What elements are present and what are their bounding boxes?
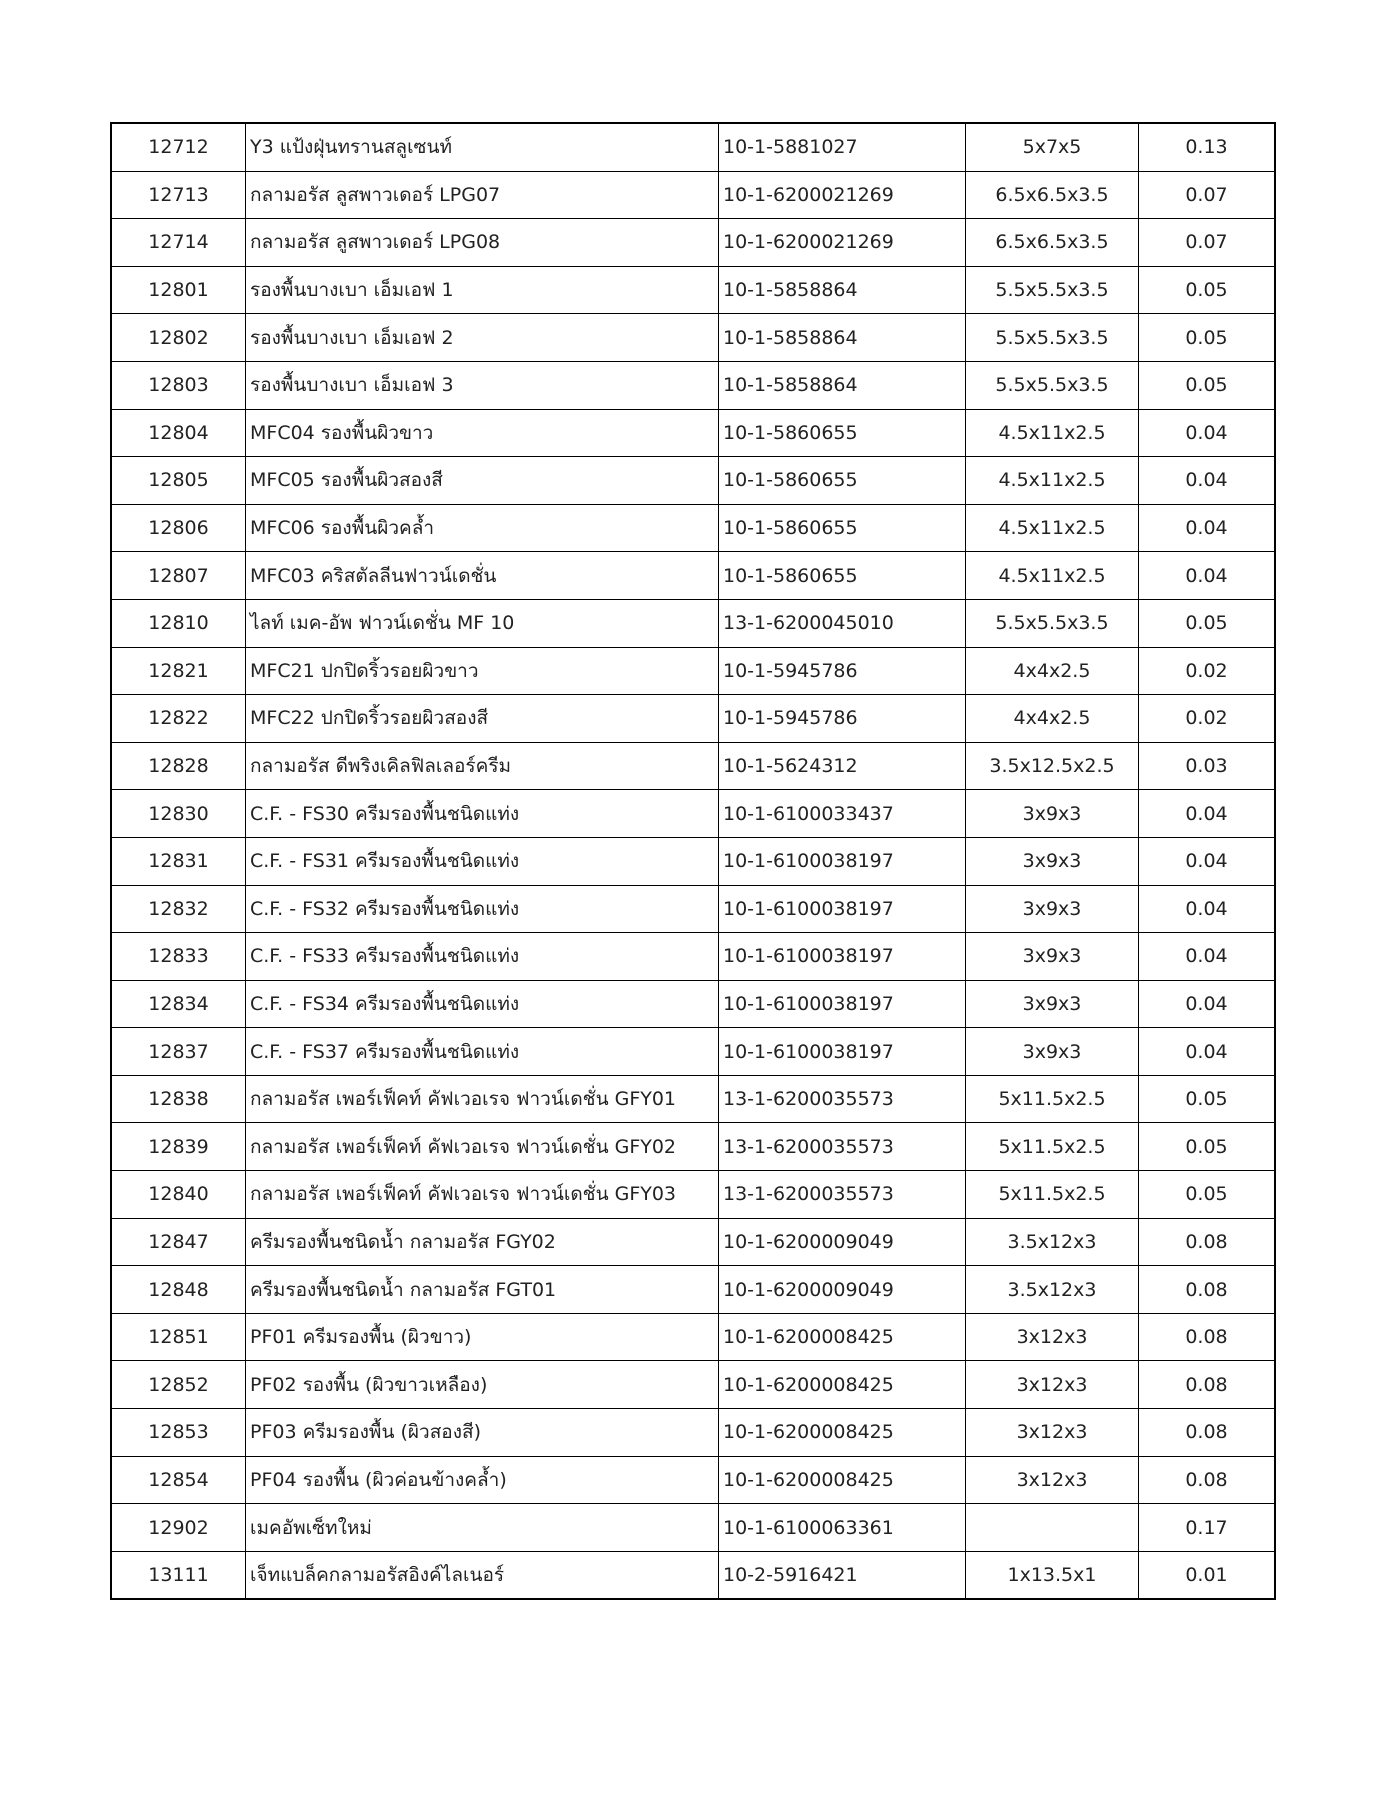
barcode-cell: 10-1-5860655: [719, 552, 966, 600]
size-cell: 6.5x6.5x3.5: [966, 219, 1139, 267]
table-row: [111, 1266, 1275, 1314]
table-row: [111, 1313, 1275, 1361]
barcode-cell: 10-1-5624312: [719, 742, 966, 790]
product-name-cell: กลามอรัส เพอร์เฟ็คท์ คัฟเวอเรจ ฟาวน์เดชั่น GFY02: [246, 1123, 719, 1171]
table-row: [111, 314, 1275, 362]
product-code-cell: 12807: [111, 552, 246, 600]
weight-cell: 0.05: [1139, 1171, 1276, 1219]
weight-cell: 0.17: [1139, 1504, 1276, 1552]
table-row: [111, 1171, 1275, 1219]
weight-cell: 0.08: [1139, 1218, 1276, 1266]
table-row: [111, 123, 1275, 171]
product-name-cell: กลามอรัส เพอร์เฟ็คท์ คัฟเวอเรจ ฟาวน์เดชั่น GFY01: [246, 1075, 719, 1123]
weight-cell: 0.04: [1139, 885, 1276, 933]
product-code-cell: 12828: [111, 742, 246, 790]
barcode-cell: 10-1-6100033437: [719, 790, 966, 838]
product-code-cell: 12852: [111, 1361, 246, 1409]
product-name-cell: C.F. - FS31 ครีมรองพื้นชนิดแท่ง: [246, 837, 719, 885]
size-cell: 4x4x2.5: [966, 695, 1139, 743]
product-code-cell: 12854: [111, 1456, 246, 1504]
barcode-cell: 10-1-6200008425: [719, 1456, 966, 1504]
product-code-cell: 12804: [111, 409, 246, 457]
barcode-cell: 10-1-5860655: [719, 504, 966, 552]
size-cell: 4.5x11x2.5: [966, 457, 1139, 505]
product-code-cell: 12805: [111, 457, 246, 505]
product-name-cell: กลามอรัส ลูสพาวเดอร์ LPG07: [246, 171, 719, 219]
weight-cell: 0.08: [1139, 1456, 1276, 1504]
size-cell: 3.5x12x3: [966, 1218, 1139, 1266]
table-row: [111, 790, 1275, 838]
barcode-cell: 10-1-5860655: [719, 457, 966, 505]
size-cell: 4.5x11x2.5: [966, 552, 1139, 600]
weight-cell: 0.02: [1139, 695, 1276, 743]
table-row: [111, 457, 1275, 505]
product-code-cell: 12713: [111, 171, 246, 219]
barcode-cell: 10-1-6200008425: [719, 1409, 966, 1457]
product-name-cell: C.F. - FS32 ครีมรองพื้นชนิดแท่ง: [246, 885, 719, 933]
product-name-cell: เจ็ทแบล็คกลามอรัสอิงค์ไลเนอร์: [246, 1551, 719, 1599]
size-cell: 3x12x3: [966, 1409, 1139, 1457]
table-row: [111, 647, 1275, 695]
barcode-cell: 10-1-5860655: [719, 409, 966, 457]
product-code-cell: 12831: [111, 837, 246, 885]
barcode-cell: 10-1-6200021269: [719, 171, 966, 219]
barcode-cell: 13-1-6200035573: [719, 1123, 966, 1171]
weight-cell: 0.13: [1139, 123, 1276, 171]
table-row: [111, 742, 1275, 790]
barcode-cell: 10-1-5881027: [719, 123, 966, 171]
table-row: [111, 1456, 1275, 1504]
product-code-cell: 12712: [111, 123, 246, 171]
size-cell: 1x13.5x1: [966, 1551, 1139, 1599]
weight-cell: 0.04: [1139, 504, 1276, 552]
product-code-cell: 12833: [111, 933, 246, 981]
size-cell: 5.5x5.5x3.5: [966, 361, 1139, 409]
product-name-cell: ไลท์ เมค-อัพ ฟาวน์เดชั่น MF 10: [246, 599, 719, 647]
table-row: [111, 1361, 1275, 1409]
barcode-cell: 13-1-6200045010: [719, 599, 966, 647]
product-table: [110, 122, 1276, 1600]
size-cell: 5x11.5x2.5: [966, 1171, 1139, 1219]
table-row: [111, 171, 1275, 219]
barcode-cell: 10-1-6100038197: [719, 980, 966, 1028]
size-cell: 3x12x3: [966, 1456, 1139, 1504]
product-code-cell: 12839: [111, 1123, 246, 1171]
size-cell: 5x11.5x2.5: [966, 1123, 1139, 1171]
weight-cell: 0.05: [1139, 266, 1276, 314]
product-name-cell: PF04 รองพื้น (ผิวค่อนข้างคล้ำ): [246, 1456, 719, 1504]
size-cell: 4x4x2.5: [966, 647, 1139, 695]
weight-cell: 0.08: [1139, 1313, 1276, 1361]
product-name-cell: PF03 ครีมรองพื้น (ผิวสองสี): [246, 1409, 719, 1457]
barcode-cell: 10-1-6100038197: [719, 885, 966, 933]
weight-cell: 0.04: [1139, 933, 1276, 981]
table-row: [111, 695, 1275, 743]
product-name-cell: กลามอรัส เพอร์เฟ็คท์ คัฟเวอเรจ ฟาวน์เดชั่น GFY03: [246, 1171, 719, 1219]
weight-cell: 0.04: [1139, 790, 1276, 838]
product-code-cell: 12847: [111, 1218, 246, 1266]
weight-cell: 0.01: [1139, 1551, 1276, 1599]
table-row: [111, 266, 1275, 314]
size-cell: 3x9x3: [966, 933, 1139, 981]
product-name-cell: รองพื้นบางเบา เอ็มเอฟ 1: [246, 266, 719, 314]
size-cell: 3x9x3: [966, 790, 1139, 838]
product-name-cell: กลามอรัส ลูสพาวเดอร์ LPG08: [246, 219, 719, 267]
product-code-cell: 12851: [111, 1313, 246, 1361]
product-code-cell: 12803: [111, 361, 246, 409]
table-row: [111, 599, 1275, 647]
product-code-cell: 12853: [111, 1409, 246, 1457]
weight-cell: 0.05: [1139, 1075, 1276, 1123]
weight-cell: 0.08: [1139, 1361, 1276, 1409]
table-row: [111, 1028, 1275, 1076]
weight-cell: 0.05: [1139, 599, 1276, 647]
barcode-cell: 10-1-5858864: [719, 361, 966, 409]
barcode-cell: 10-1-5858864: [719, 314, 966, 362]
weight-cell: 0.04: [1139, 552, 1276, 600]
product-code-cell: 12837: [111, 1028, 246, 1076]
size-cell: 3x9x3: [966, 885, 1139, 933]
product-code-cell: 12848: [111, 1266, 246, 1314]
table-row: [111, 219, 1275, 267]
product-name-cell: MFC21 ปกปิดริ้วรอยผิวขาว: [246, 647, 719, 695]
product-code-cell: 12821: [111, 647, 246, 695]
table-row: [111, 933, 1275, 981]
product-name-cell: MFC05 รองพื้นผิวสองสี: [246, 457, 719, 505]
weight-cell: 0.04: [1139, 980, 1276, 1028]
table-row: [111, 552, 1275, 600]
product-name-cell: C.F. - FS37 ครีมรองพื้นชนิดแท่ง: [246, 1028, 719, 1076]
table-row: [111, 361, 1275, 409]
product-name-cell: Y3 แป้งฝุ่นทรานสลูเซนท์: [246, 123, 719, 171]
barcode-cell: 10-1-6100063361: [719, 1504, 966, 1552]
product-code-cell: 12801: [111, 266, 246, 314]
table-row: [111, 1123, 1275, 1171]
size-cell: 5.5x5.5x3.5: [966, 266, 1139, 314]
barcode-cell: 10-1-6100038197: [719, 933, 966, 981]
barcode-cell: 10-1-6100038197: [719, 837, 966, 885]
size-cell: 5.5x5.5x3.5: [966, 599, 1139, 647]
product-name-cell: MFC06 รองพื้นผิวคล้ำ: [246, 504, 719, 552]
table-row: [111, 980, 1275, 1028]
size-cell: 3x9x3: [966, 980, 1139, 1028]
size-cell: 3x12x3: [966, 1361, 1139, 1409]
weight-cell: 0.05: [1139, 1123, 1276, 1171]
barcode-cell: 13-1-6200035573: [719, 1075, 966, 1123]
product-code-cell: 12714: [111, 219, 246, 267]
weight-cell: 0.04: [1139, 1028, 1276, 1076]
table-row: [111, 837, 1275, 885]
product-code-cell: 12902: [111, 1504, 246, 1552]
barcode-cell: 10-1-6200008425: [719, 1313, 966, 1361]
weight-cell: 0.07: [1139, 171, 1276, 219]
size-cell: [966, 1504, 1139, 1552]
product-name-cell: กลามอรัส ดีพริงเคิลฟิลเลอร์ครีม: [246, 742, 719, 790]
size-cell: 5.5x5.5x3.5: [966, 314, 1139, 362]
product-name-cell: รองพื้นบางเบา เอ็มเอฟ 2: [246, 314, 719, 362]
product-name-cell: ครีมรองพื้นชนิดน้ำ กลามอรัส FGY02: [246, 1218, 719, 1266]
weight-cell: 0.04: [1139, 457, 1276, 505]
weight-cell: 0.04: [1139, 409, 1276, 457]
weight-cell: 0.02: [1139, 647, 1276, 695]
product-name-cell: ครีมรองพื้นชนิดน้ำ กลามอรัส FGT01: [246, 1266, 719, 1314]
table-row: [111, 885, 1275, 933]
product-name-cell: MFC03 คริสตัลลีนฟาวน์เดชั่น: [246, 552, 719, 600]
weight-cell: 0.04: [1139, 837, 1276, 885]
table-row: [111, 1409, 1275, 1457]
barcode-cell: 10-1-5945786: [719, 647, 966, 695]
product-code-cell: 12840: [111, 1171, 246, 1219]
product-name-cell: รองพื้นบางเบา เอ็มเอฟ 3: [246, 361, 719, 409]
barcode-cell: 10-1-6200021269: [719, 219, 966, 267]
product-code-cell: 13111: [111, 1551, 246, 1599]
table-row: [111, 1218, 1275, 1266]
barcode-cell: 10-1-6200009049: [719, 1218, 966, 1266]
weight-cell: 0.07: [1139, 219, 1276, 267]
weight-cell: 0.08: [1139, 1409, 1276, 1457]
product-code-cell: 12822: [111, 695, 246, 743]
product-name-cell: MFC04 รองพื้นผิวขาว: [246, 409, 719, 457]
size-cell: 5x11.5x2.5: [966, 1075, 1139, 1123]
weight-cell: 0.05: [1139, 361, 1276, 409]
size-cell: 4.5x11x2.5: [966, 504, 1139, 552]
product-name-cell: C.F. - FS30 ครีมรองพื้นชนิดแท่ง: [246, 790, 719, 838]
weight-cell: 0.03: [1139, 742, 1276, 790]
size-cell: 6.5x6.5x3.5: [966, 171, 1139, 219]
barcode-cell: 10-1-6200008425: [719, 1361, 966, 1409]
size-cell: 3.5x12x3: [966, 1266, 1139, 1314]
product-name-cell: PF01 ครีมรองพื้น (ผิวขาว): [246, 1313, 719, 1361]
barcode-cell: 10-1-6100038197: [719, 1028, 966, 1076]
product-name-cell: C.F. - FS34 ครีมรองพื้นชนิดแท่ง: [246, 980, 719, 1028]
size-cell: 3.5x12.5x2.5: [966, 742, 1139, 790]
product-code-cell: 12830: [111, 790, 246, 838]
product-code-cell: 12834: [111, 980, 246, 1028]
barcode-cell: 10-1-5945786: [719, 695, 966, 743]
size-cell: 3x9x3: [966, 1028, 1139, 1076]
size-cell: 3x12x3: [966, 1313, 1139, 1361]
product-table-body: [111, 123, 1275, 1599]
barcode-cell: 10-1-6200009049: [719, 1266, 966, 1314]
product-code-cell: 12838: [111, 1075, 246, 1123]
barcode-cell: 10-2-5916421: [719, 1551, 966, 1599]
table-row: [111, 504, 1275, 552]
size-cell: 4.5x11x2.5: [966, 409, 1139, 457]
product-name-cell: MFC22 ปกปิดริ้วรอยผิวสองสี: [246, 695, 719, 743]
weight-cell: 0.08: [1139, 1266, 1276, 1314]
barcode-cell: 13-1-6200035573: [719, 1171, 966, 1219]
product-name-cell: เมคอัพเซ็ทใหม่: [246, 1504, 719, 1552]
product-code-cell: 12802: [111, 314, 246, 362]
size-cell: 5x7x5: [966, 123, 1139, 171]
product-code-cell: 12832: [111, 885, 246, 933]
barcode-cell: 10-1-5858864: [719, 266, 966, 314]
weight-cell: 0.05: [1139, 314, 1276, 362]
product-code-cell: 12810: [111, 599, 246, 647]
table-row: [111, 409, 1275, 457]
product-code-cell: 12806: [111, 504, 246, 552]
size-cell: 3x9x3: [966, 837, 1139, 885]
table-row: [111, 1075, 1275, 1123]
product-name-cell: PF02 รองพื้น (ผิวขาวเหลือง): [246, 1361, 719, 1409]
table-row: [111, 1504, 1275, 1552]
product-name-cell: C.F. - FS33 ครีมรองพื้นชนิดแท่ง: [246, 933, 719, 981]
table-row: [111, 1551, 1275, 1599]
